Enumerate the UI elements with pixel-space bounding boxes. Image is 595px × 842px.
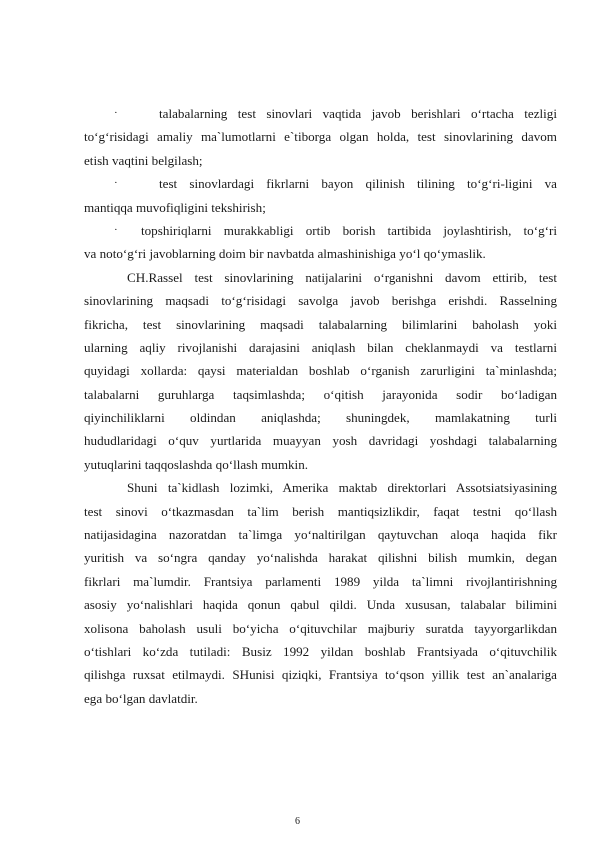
text-line <box>84 172 557 195</box>
text-line: mantiqqa muvofiqligini tekshirish; <box>84 199 266 215</box>
text-line: ularning aqliy rivojlanishi darajasini aniqlash bilan cheklanmaydi va testlarni <box>84 339 557 355</box>
text-line: quyidagi xollarda: qaysi materialdan boshlab o‘rganish zarurligini ta`minlashda; <box>84 363 557 379</box>
paragraph <box>84 476 557 710</box>
bullet-icon: · <box>114 177 118 190</box>
bullet-text: topshiriqlarni murakkabligi ortib borish tartibida joylashtirish, to‘g‘ri <box>141 222 557 238</box>
text-line: to‘g‘risidagi amaliy ma`lumotlarni e`tiborga olgan holda, test sinovlarining davom <box>84 129 557 145</box>
document-page <box>84 102 557 710</box>
text-line: hududlaridagi o‘quv yurtlarida muayyan yosh davridagi yoshdagi talabalarning <box>84 433 557 449</box>
text-line: sinovlarining maqsadi to‘g‘risidagi savolga javob berishga erishdi. Rasselning <box>84 293 557 309</box>
text-line: yutuqlarini taqqoslashda qo‘llash mumkin. <box>84 456 309 472</box>
text-line: yuritish va so‘ngra qanday yo‘nalishda harakat qilishni bilish mumkin, degan <box>84 550 557 566</box>
text-line: o‘tishlari ko‘zda tutiladi: Busiz 1992 yildan boshlab Frantsiyada o‘qituvchilik <box>84 643 557 659</box>
list-item <box>84 172 557 219</box>
paragraph <box>84 266 557 477</box>
text-line: natijasidagina nazoratdan ta`limga yo‘naltirilgan qaytuvchan aloqa haqida fikr <box>84 527 557 543</box>
text-line: etish vaqtini belgilash; <box>84 152 203 168</box>
text-line <box>84 219 557 242</box>
text-line: Shuni ta`kidlash lozimki, Amerika maktab direktorlari Assotsiatsiyasining <box>127 480 557 496</box>
bullet-icon: · <box>114 107 118 119</box>
text-line: asosiy yo‘nalishlari haqida qonun qabul qildi. Unda xususan, talabalar bilimini <box>84 597 557 613</box>
text-line: xolisona baholash usuli bo‘yicha o‘qituvchilar majburiy suratda tayyorgarlikdan <box>84 620 557 636</box>
page-number: 6 <box>295 816 300 827</box>
text-line: fikricha, test sinovlarining maqsadi talabalarning bilimlarini baholash yoki <box>84 316 557 332</box>
bullet-text: test sinovlardagi fikrlarni bayon qilinish tilining to‘g‘ri-ligini va <box>159 176 557 192</box>
list-item <box>84 102 557 172</box>
text-line: talabalarni guruhlarga taqsimlashda; o‘qitish jarayonida sodir bo‘ladigan <box>84 386 557 402</box>
text-line: test sinovi o‘tkazmasdan ta`lim berish mantiqsizlikdir, faqat testni qo‘llash <box>84 503 557 519</box>
text-line: fikrlari ma`lumdir. Frantsiya parlamenti 1989 yilda ta`limni rivojlantirishning <box>84 573 557 589</box>
text-line: qilishga ruxsat etilmaydi. SHunisi qiziqki, Frantsiya to‘qson yillik test an`analariga <box>84 667 557 683</box>
text-line: ega bo‘lgan davlatdir. <box>84 690 198 706</box>
text-line: va noto‘g‘ri javoblarning doim bir navbatda almashinishiga yo‘l qo‘ymaslik. <box>84 246 486 262</box>
text-line: CH.Rassel test sinovlarining natijalarini o‘rganishni davom ettirib, test <box>127 269 557 285</box>
list-item <box>84 219 557 266</box>
text-line <box>84 102 557 125</box>
bullet-icon: · <box>114 223 118 236</box>
bullet-text: talabalarning test sinovlari vaqtida javob berishlari o‘rtacha tezligi <box>159 106 557 121</box>
text-line: qiyinchiliklarni oldindan aniqlashda; shuningdek, mamlakatning turli <box>84 410 557 426</box>
